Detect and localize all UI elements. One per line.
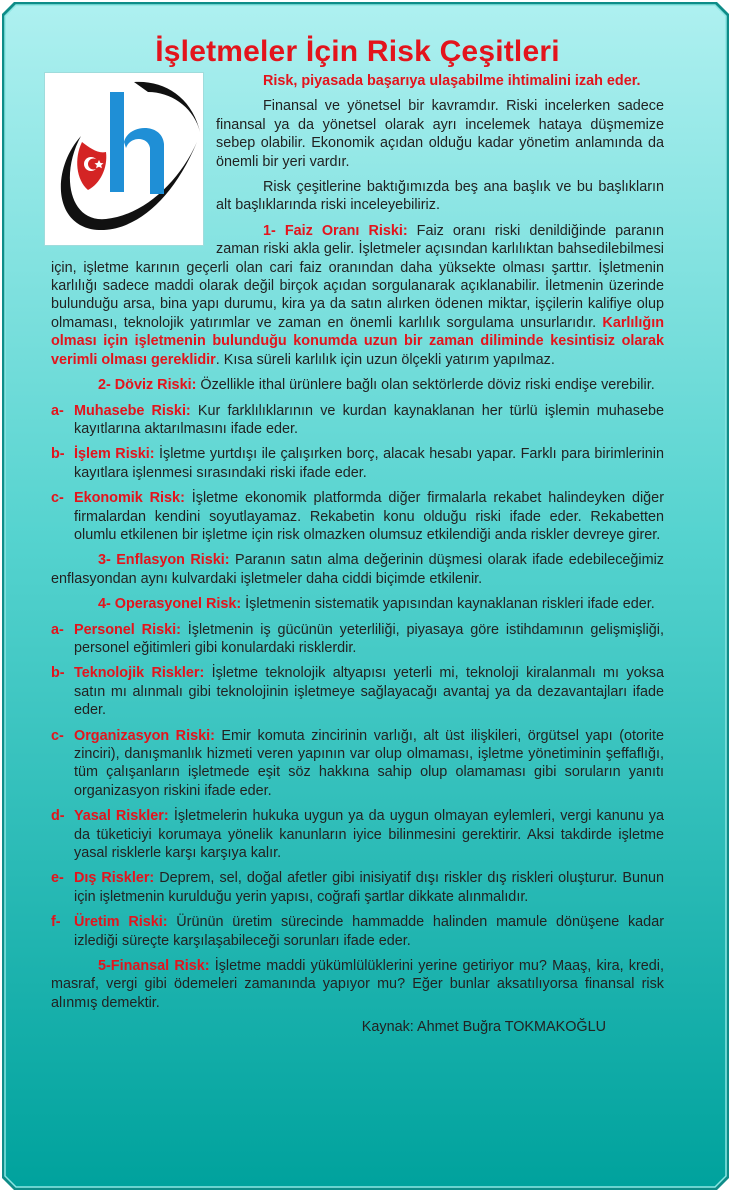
section-text: İşletme maddi yükümlülüklerini yerine getiriyor mu? Maaş, kira, kredi, masraf, vergi gibi ödemeleri zamanında yapıyor mu? Eğer bunlar aksatılıyorsa finansal risk alınmış demektir. [51, 958, 664, 1011]
list-marker: c- [51, 727, 64, 744]
list-marker: f- [51, 914, 61, 931]
list-marker: b- [51, 446, 65, 463]
list-marker: b- [51, 665, 65, 682]
list-item [51, 807, 664, 862]
item-text: Kur farklılıklarının ve kurdan kaynaklanan her türlü işlemin muhasebe kayıtlarına aktarılmasını ifade eder. [74, 402, 664, 437]
item-text: İşletme teknolojik altyapısı yeterli mi, teknoloji kiralanmalı mı yoksa satın mı alınmalı gibi teknolojinin işletmeye sağlayacağı avantaj ya da dezavantajları ifade eder. [74, 665, 664, 719]
source-credit: Kaynak: Ahmet Buğra TOKMAKOĞLU [361, 1019, 606, 1036]
item-heading: Organizasyon Riski: [74, 727, 215, 744]
page-title: İşletmeler İçin Risk Çeşitleri [155, 35, 560, 68]
section-text: . Kısa süreli karlılık için uzun ölçekli yatırım yapılmaz. [215, 351, 555, 368]
list-item [51, 621, 664, 658]
section-currency-risk [51, 376, 664, 394]
item-heading: Ekonomik Risk: [74, 490, 185, 507]
list-item [51, 664, 664, 719]
list-item [51, 445, 664, 482]
item-heading: Muhasebe Riski: [74, 402, 191, 419]
intro-paragraph: Finansal ve yönetsel bir kavramdır. Riski incelerken sadece finansal ya da yönetsel olarak ayrı incelemek hataya düşmemize sebep olabilir. Ekonomik açıdan olduğu kadar yönetim anlamında da önemli bir yeri vardır. [216, 98, 664, 170]
section-heading: 3- Enflasyon Riski: [98, 552, 230, 569]
list-item [51, 489, 664, 544]
list-item [51, 727, 664, 801]
item-text: Deprem, sel, doğal afetler gibi inisiyatif dışı riskler dış riskleri oluşturur. Bunun için işletmenin kurulduğu yerin yapısı, coğrafi şartlar dikkate alınmalıdır. [74, 870, 665, 905]
section-text: Faiz oranı riski denildiğinde paranın zaman riski akla gelir. İşletmeler açısından karlılıktan bahsedilebilmesi için, işletme karının geçerli olan cari faiz oranından daha yüksekte olması şarttır. İşletmenin karlılığı sadece maddi olarak değil birçok açıdan sorgulanarak açıklanabilir. İletmenin üzerinde bulunduğu arsa, bina yapı durumu, kira ya da satın alırken ödenen miktar, işçilerin kalifiye olup olmaması, teknolojik yatırımlar ve zaman en önemli karlılık sorgulama unsurlarıdır. [51, 222, 664, 331]
list-marker: d- [51, 808, 65, 825]
list-item [51, 913, 664, 950]
item-text: İşletme ekonomik platformda diğer firmalarla rekabet halindeyken diğer firmalardan kendini soyutlayamaz. Rekabetin konu olduğu riski ifade eder. Rekabetten olumlu etkilenen bir işletme için risk olmazken olumsuz etkilendiği anda riskler devreye girer. [74, 490, 664, 543]
section-heading: 2- Döviz Riski: [98, 377, 197, 394]
section-inflation-risk [51, 551, 664, 588]
section-emphasis: Karlılığın olması için işletmenin bulunduğu konumda uzun bir zaman diliminde kesintisiz olarak verimli olması gereklidir [51, 314, 664, 368]
item-heading: Yasal Riskler: [74, 808, 169, 825]
item-text: İşletmelerin hukuka uygun ya da uygun olmayan eylemleri, vergi kanunu ya da tüketiciyi korumaya yönelik kanunların iyice bilinmesini gerektirir. Aksi takdirde işletme yasal risklerle karşı karşıya kalır. [74, 808, 665, 862]
item-heading: İşlem Riski: [74, 446, 155, 463]
section-operational-risk [51, 595, 664, 613]
section-heading: 4- Operasyonel Risk: [98, 596, 242, 613]
item-text: Emir komuta zincirinin varlığı, alt üst ilişkileri, örgütsel yapı (otorite zinciri), danışmanlık hizmeti veren yapının var olup olmaması, işletme yönetiminin şeffaflığı, tüm çalışanların işletmede eşit söz hakkına sahip olup olamaması gibi soruların yanıtı organizasyon riskini ifade eder. [74, 727, 664, 799]
list-marker: a- [51, 402, 64, 419]
item-heading: Teknolojik Riskler: [74, 665, 205, 682]
dh-logo-with-turkish-flag [44, 72, 204, 246]
intro-paragraph: Risk çeşitlerine baktığımızda beş ana başlık ve bu başlıkların alt başlıklarında riski inceleyebiliriz. [216, 179, 664, 214]
risk-definition: Risk, piyasada başarıya ulaşabilme ihtimalini izah eder. [263, 73, 641, 89]
section-text: İşletmenin sistematik yapısından kaynaklanan riskleri ifade eder. [241, 596, 655, 613]
item-text: Ürünün üretim sürecinde hammadde halinden mamule dönüşene kadar izlediği süreçte karşılaşabileceği sorunları ifade eder. [74, 914, 664, 949]
item-heading: Dış Riskler: [74, 870, 155, 887]
list-marker: c- [51, 490, 64, 507]
item-heading: Üretim Riski: [74, 914, 168, 931]
section-text: Özellikle ithal ürünlere bağlı olan sektörlerde döviz riski endişe verebilir. [196, 377, 655, 394]
item-text: İşletmenin iş gücünün yeterliliği, piyasaya göre istihdamının gelişmişliği, personel eğitimleri gibi konulardaki risklerdir. [74, 621, 664, 656]
list-marker: e- [51, 870, 64, 887]
section-financial-risk [51, 957, 664, 1012]
article [51, 30, 664, 1037]
item-text: İşletme yurtdışı ile çalışırken borç, alacak hesabı yapar. Farklı para birimlerinin kayıtlara işlenmesi sırasındaki riski ifade eder. [74, 446, 664, 481]
list-marker: a- [51, 621, 64, 638]
list-item [51, 869, 664, 906]
item-heading: Personel Riski: [74, 621, 181, 638]
section-text: Paranın satın alma değerinin düşmesi olarak ifade edebileceğimiz enflasyondan aynı kulvardaki işletmeler daha ciddi biçimde etkilenir. [51, 552, 665, 587]
section-heading: 1- Faiz Oranı Riski: [263, 222, 408, 239]
list-item [51, 402, 664, 439]
section-heading: 5-Finansal Risk: [98, 958, 210, 975]
